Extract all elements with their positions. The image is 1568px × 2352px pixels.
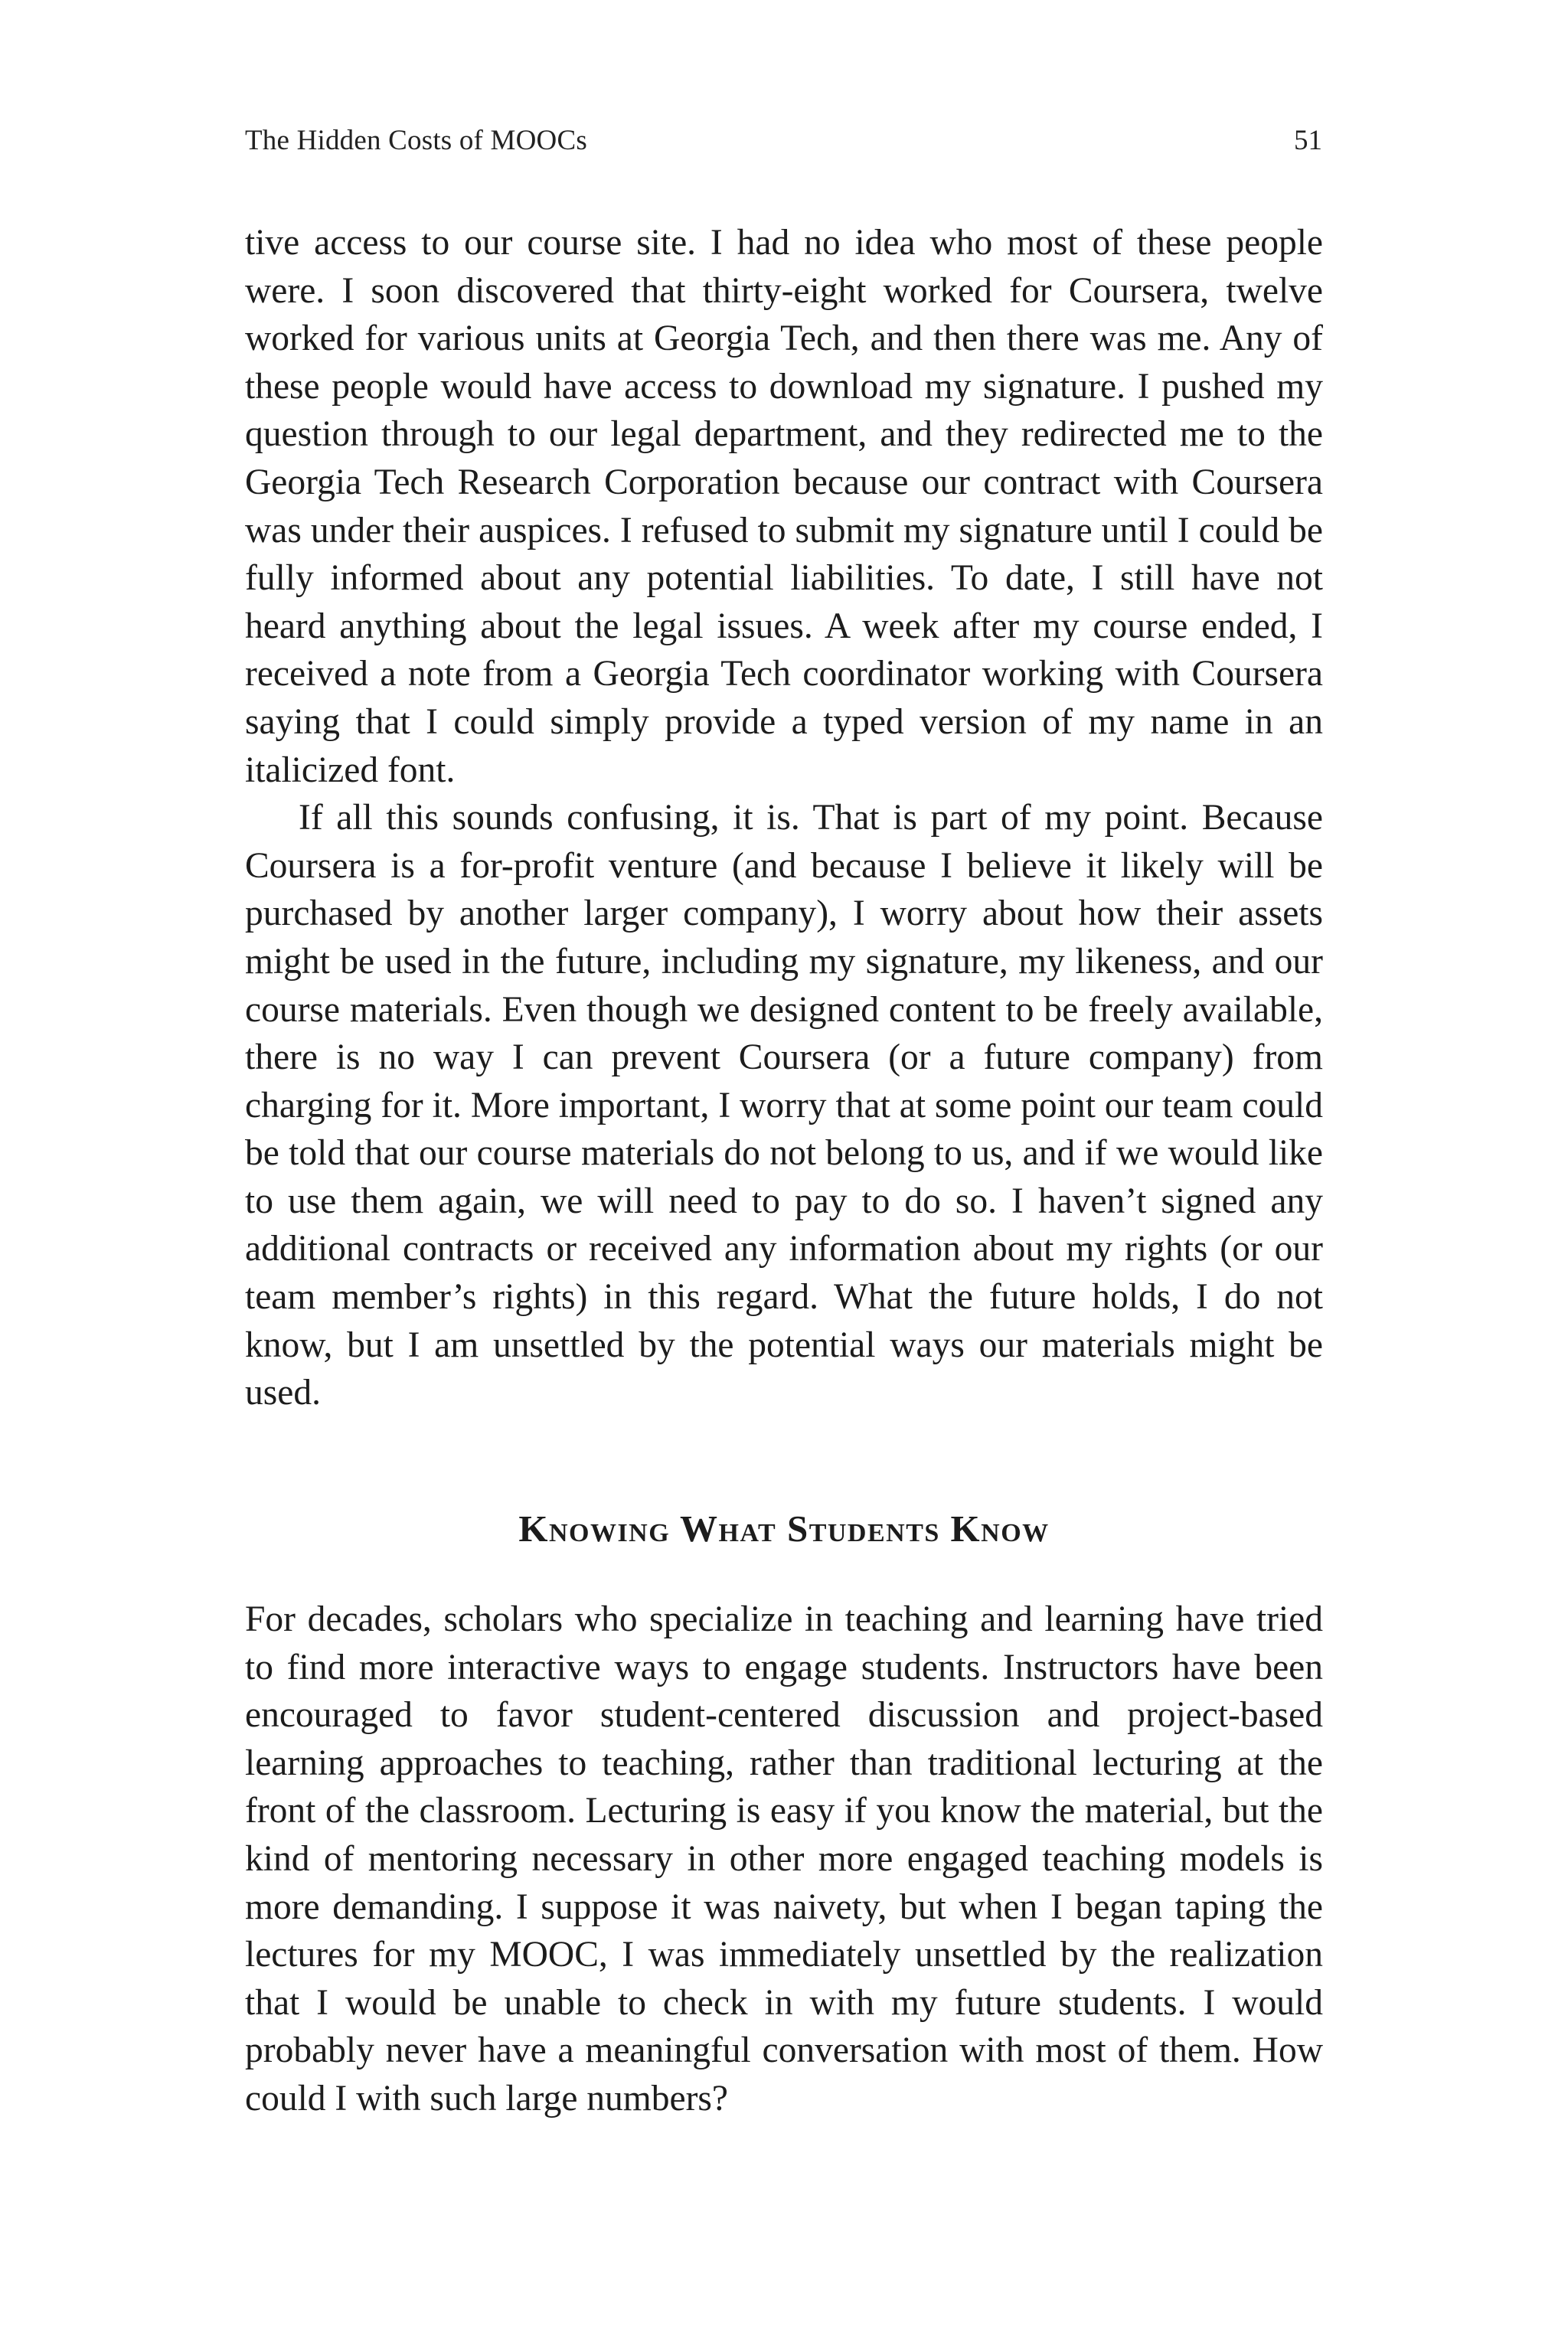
section-paragraph: For decades, scholars who specialize in teaching and learning have tried to find more interactive ways to engage students. Instructors have been encouraged to favor student-centered discussion and project-based learning approaches to teaching, rather than traditional lecturing at the front of the classroom. Lecturing is easy if you know the material, but the kind of mentoring necessary in other more engaged teaching models is more demanding. I suppose it was naivety, but when I began taping the lectures for my MOOC, I was immediately unsettled by the realization that I would be unable to check in with my future students. I would probably never have a meaningful conversation with most of them. How could I with such large numbers? [245,1599,1323,2118]
body-paragraph: tive access to our course site. I had no idea who most of these people were. I soon discovered that thirty-eight worked for Coursera, twelve worked for various units at Georgia Tech, and then there was me. Any of these people would have access to download my signature. I pushed my question through to our legal department, and they redirected me to the Georgia Tech Research Corporation because our contract with Coursera was under their auspices. I refused to submit my signature until I could be fully informed about any potential liabilities. To date, I still have not heard anything about the legal issues. A week after my course ended, I received a note from a Georgia Tech coordinator working with Coursera saying that I could simply provide a typed version of my name in an italicized font. [245,223,1323,790]
section-heading: Knowing What Students Know [518,1508,1050,1550]
running-head-title: The Hidden Costs of MOOCs [245,125,587,156]
body-paragraph: If all this sounds confusing, it is. That is part of my point. Because Coursera is a for-profit venture (and because I believe it likely will be purchased by another larger company), I worry about how their assets might be used in the future, including my signature, my likeness, and our course materials. Even though we designed content to be freely available, there is no way I can prevent Coursera (or a future company) from charging for it. More important, I worry that at some point our team could be told that our course materials do not belong to us, and if we would like to use them again, we will need to pay to do so. I haven’t signed any additional contracts or received any information about my rights (or our team member’s rights) in this regard. What the future holds, I do not know, but I am unsettled by the potential ways our materials might be used. [245,798,1323,1413]
body-text-block [245,219,1323,1417]
page-number: 51 [1294,125,1322,156]
section-text-block [245,1596,1323,2123]
